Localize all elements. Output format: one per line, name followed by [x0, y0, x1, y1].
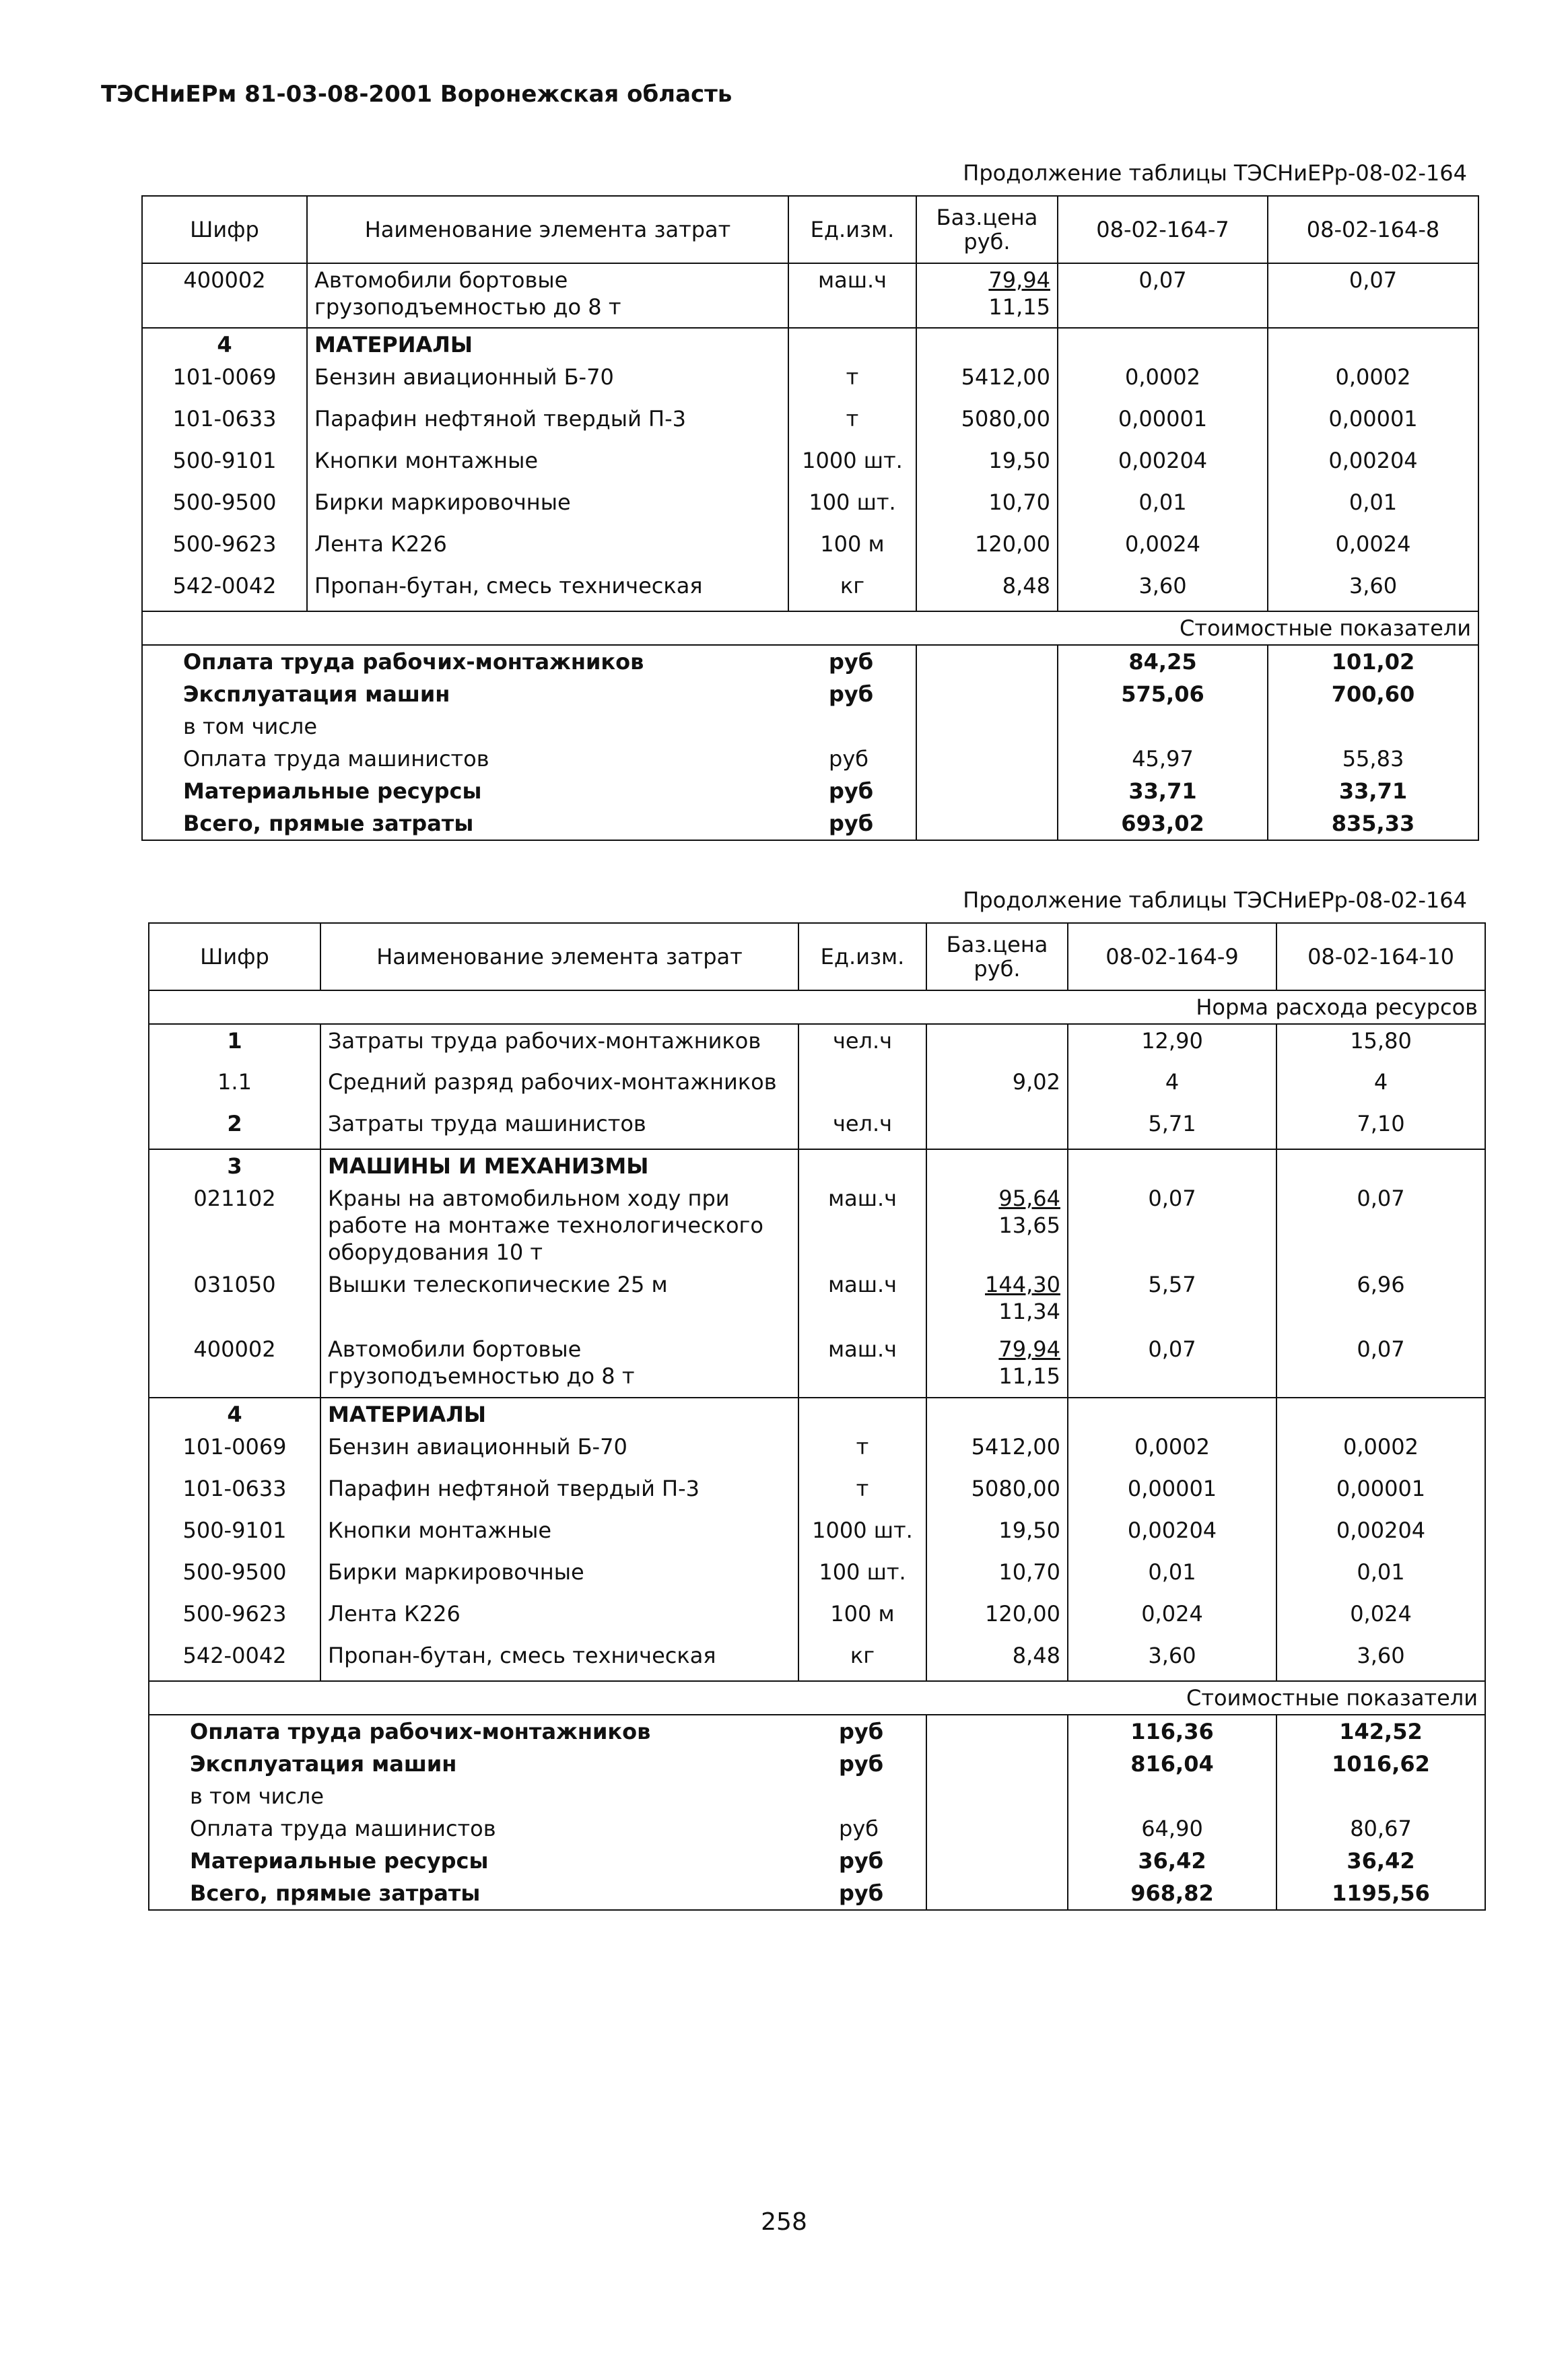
total-value-a: 968,82 [1068, 1877, 1276, 1910]
col-unit-header: Ед.изм. [798, 923, 926, 990]
total-row [149, 1715, 1485, 1748]
col-unit-header: Ед.изм. [788, 196, 916, 263]
material-row [142, 570, 1478, 611]
total-row [149, 1877, 1485, 1910]
unit-cell: кг [798, 1639, 926, 1681]
total-unit: руб [839, 1880, 884, 1906]
section-row [149, 1149, 1485, 1182]
col-b-header: 08-02-164-10 [1276, 923, 1485, 990]
machine-row [149, 1333, 1485, 1398]
value-a-cell: 0,0002 [1058, 361, 1268, 403]
price-value: 79,94 [988, 267, 1050, 293]
total-row [149, 1845, 1485, 1877]
total-empty [916, 710, 1058, 743]
total-unit [788, 710, 916, 743]
unit-cell: маш.ч [798, 1333, 926, 1398]
price-cell: 5080,00 [916, 403, 1058, 444]
cost-band-label: Стоимостные показатели [149, 1681, 1485, 1715]
name-cell: Пропан-бутан, смесь техническая [307, 570, 788, 611]
code-cell: 500-9101 [182, 1517, 287, 1543]
total-value-b [1268, 710, 1478, 743]
total-value-a: 575,06 [1058, 678, 1268, 710]
material-row [142, 486, 1478, 528]
col-name-header: Наименование элемента затрат [320, 923, 798, 990]
table2-norm-band [149, 990, 1485, 1024]
total-unit: руб [839, 1719, 884, 1744]
price-labor-value: 11,15 [998, 1363, 1060, 1389]
price-value: 144,30 [985, 1272, 1060, 1297]
total-unit: руб [829, 811, 874, 836]
total-row [149, 1748, 1485, 1780]
total-value-b: 1195,56 [1276, 1877, 1485, 1910]
total-value-a: 36,42 [1068, 1845, 1276, 1877]
total-empty [916, 743, 1058, 775]
section-code: 4 [149, 1398, 320, 1431]
total-value-a: 45,97 [1058, 743, 1268, 775]
name-cell: Лента К226 [320, 1598, 798, 1639]
price-cell: 5080,00 [926, 1472, 1068, 1514]
value-a-cell: 0,07 [1058, 263, 1268, 328]
price-cell: 8,48 [916, 570, 1058, 611]
total-row [142, 678, 1478, 710]
name-cell: Бензин авиационный Б-70 [307, 361, 788, 403]
value-a-cell: 0,07 [1068, 1333, 1276, 1398]
unit-cell: 100 шт. [798, 1556, 926, 1598]
total-label: Всего, прямые затраты [190, 1880, 481, 1906]
code-cell: 101-0633 [172, 406, 277, 432]
price-labor-value: 13,65 [998, 1213, 1060, 1238]
unit-cell: т [788, 361, 916, 403]
total-label: Материальные ресурсы [190, 1848, 489, 1874]
price-value: 95,64 [998, 1186, 1060, 1211]
value-b-cell: 0,024 [1276, 1598, 1485, 1639]
value-b-cell: 15,80 [1276, 1024, 1485, 1066]
total-value-a: 33,71 [1058, 775, 1268, 807]
total-unit: руб [839, 1751, 884, 1777]
name-cell: Пропан-бутан, смесь техническая [320, 1639, 798, 1681]
total-unit [798, 1780, 926, 1812]
total-value-b: 1016,62 [1276, 1748, 1485, 1780]
code-cell: 542-0042 [172, 573, 277, 599]
unit-cell: т [798, 1472, 926, 1514]
total-label: Всего, прямые затраты [183, 811, 474, 836]
value-b-cell: 0,0002 [1276, 1431, 1485, 1472]
total-unit: руб [839, 1816, 879, 1841]
unit-cell: 1000 шт. [798, 1514, 926, 1556]
value-b-cell: 3,60 [1268, 570, 1478, 611]
value-b-cell: 0,00001 [1268, 403, 1478, 444]
unit-cell: кг [788, 570, 916, 611]
unit-cell: 100 м [798, 1598, 926, 1639]
value-a-cell: 0,0024 [1058, 528, 1268, 570]
unit-cell: 1000 шт. [788, 444, 916, 486]
name-cell: Бензин авиационный Б-70 [320, 1431, 798, 1472]
total-empty [916, 807, 1058, 840]
code-cell: 500-9101 [172, 448, 277, 473]
value-b-cell: 0,00204 [1276, 1514, 1485, 1556]
value-a-cell: 5,57 [1068, 1268, 1276, 1333]
code-cell: 500-9500 [182, 1559, 287, 1585]
total-unit: руб [839, 1848, 884, 1874]
total-row [142, 710, 1478, 743]
total-label: Материальные ресурсы [183, 778, 482, 804]
name-cell: Лента К226 [307, 528, 788, 570]
name-cell: Кнопки монтажные [307, 444, 788, 486]
total-value-a: 693,02 [1058, 807, 1268, 840]
unit-cell: 100 м [788, 528, 916, 570]
material-row [149, 1598, 1485, 1639]
price-cell: 5412,00 [916, 361, 1058, 403]
col-name-header: Наименование элемента затрат [307, 196, 788, 263]
material-row [142, 403, 1478, 444]
table2 [148, 922, 1486, 1911]
total-empty [926, 1845, 1068, 1877]
total-value-a: 816,04 [1068, 1748, 1276, 1780]
col-code-header: Шифр [149, 923, 320, 990]
price-cell: 19,50 [916, 444, 1058, 486]
price-cell [926, 1182, 1068, 1268]
material-row [142, 528, 1478, 570]
table1-header-row [142, 196, 1478, 263]
value-a-cell: 0,00204 [1068, 1514, 1276, 1556]
value-b-cell: 0,00204 [1268, 444, 1478, 486]
total-label: Эксплуатация машин [190, 1751, 457, 1777]
total-value-a [1058, 710, 1268, 743]
code-cell: 101-0633 [182, 1476, 287, 1501]
section-empty [1276, 1149, 1485, 1182]
section-empty [1068, 1149, 1276, 1182]
total-value-b: 101,02 [1268, 645, 1478, 678]
value-b-cell: 7,10 [1276, 1107, 1485, 1149]
value-b-cell: 3,60 [1276, 1639, 1485, 1681]
value-b-cell: 0,0002 [1268, 361, 1478, 403]
material-row [142, 444, 1478, 486]
table2-header-row [149, 923, 1485, 990]
value-b-cell: 0,00001 [1276, 1472, 1485, 1514]
section-code: 4 [142, 328, 307, 361]
price-cell [926, 1268, 1068, 1333]
unit-cell: маш.ч [788, 263, 916, 328]
price-cell: 120,00 [916, 528, 1058, 570]
unit-cell: чел.ч [798, 1107, 926, 1149]
total-unit: руб [829, 681, 874, 707]
page-header: ТЭСНиЕРм 81-03-08-2001 Воронежская область [101, 81, 732, 108]
name-cell: Автомобили бортовые грузоподъемностью до 8 т [320, 1333, 798, 1398]
total-row [142, 645, 1478, 678]
page-number: 258 [761, 2208, 807, 2236]
total-value-b: 835,33 [1268, 807, 1478, 840]
value-b-cell: 6,96 [1276, 1268, 1485, 1333]
total-value-a: 64,90 [1068, 1812, 1276, 1845]
total-empty [926, 1877, 1068, 1910]
name-cell: Бирки маркировочные [320, 1556, 798, 1598]
unit-cell: маш.ч [798, 1182, 926, 1268]
section-empty [798, 1149, 926, 1182]
name-cell: Бирки маркировочные [307, 486, 788, 528]
total-row [149, 1780, 1485, 1812]
price-cell: 19,50 [926, 1514, 1068, 1556]
value-a-cell: 0,01 [1068, 1556, 1276, 1598]
value-b-cell: 0,07 [1276, 1182, 1485, 1268]
total-label: в том числе [190, 1783, 324, 1809]
total-row [142, 807, 1478, 840]
table1-continuation-caption: Продолжение таблицы ТЭСНиЕРр-08-02-164 [963, 160, 1467, 186]
unit-cell: 100 шт. [788, 486, 916, 528]
section-empty [926, 1398, 1068, 1431]
section-empty [926, 1149, 1068, 1182]
total-empty [926, 1715, 1068, 1748]
unit-cell: чел.ч [798, 1024, 926, 1066]
norm-band-label: Норма расхода ресурсов [149, 990, 1485, 1024]
col-a-header: 08-02-164-9 [1068, 923, 1276, 990]
value-a-cell: 12,90 [1068, 1024, 1276, 1066]
total-row [142, 743, 1478, 775]
section-empty [916, 328, 1058, 361]
total-empty [916, 775, 1058, 807]
price-cell [926, 1107, 1068, 1149]
total-label: Оплата труда рабочих-монтажников [183, 649, 644, 675]
name-cell: Затраты труда машинистов [320, 1107, 798, 1149]
section-row [142, 328, 1478, 361]
code-cell: 2 [227, 1111, 242, 1136]
material-row [142, 361, 1478, 403]
code-cell: 1.1 [217, 1069, 252, 1095]
col-a-header: 08-02-164-7 [1058, 196, 1268, 263]
total-value-b: 80,67 [1276, 1812, 1485, 1845]
total-label: Оплата труда машинистов [190, 1816, 496, 1841]
total-row [149, 1812, 1485, 1845]
total-value-a: 116,36 [1068, 1715, 1276, 1748]
total-unit: руб [829, 649, 874, 675]
total-value-a: 84,25 [1058, 645, 1268, 678]
total-value-a [1068, 1780, 1276, 1812]
section-code: 3 [149, 1149, 320, 1182]
total-row [142, 775, 1478, 807]
table1-cost-band [142, 611, 1478, 645]
machine-row [149, 1182, 1485, 1268]
unit-cell [798, 1066, 926, 1107]
unit-cell: т [798, 1431, 926, 1472]
name-cell: Автомобили бортовые грузоподъемностью до 8 т [307, 263, 788, 328]
total-empty [916, 645, 1058, 678]
price-cell: 5412,00 [926, 1431, 1068, 1472]
section-empty [1268, 328, 1478, 361]
total-label: Оплата труда рабочих-монтажников [190, 1719, 651, 1744]
code-cell: 400002 [193, 1336, 276, 1362]
price-cell: 10,70 [926, 1556, 1068, 1598]
table2-cost-band [149, 1681, 1485, 1715]
col-b-header: 08-02-164-8 [1268, 196, 1478, 263]
code-cell: 500-9500 [172, 489, 277, 515]
section-empty [1276, 1398, 1485, 1431]
unit-cell: т [788, 403, 916, 444]
total-label: в том числе [183, 714, 317, 739]
price-cell [926, 1024, 1068, 1066]
code-cell: 542-0042 [182, 1643, 287, 1668]
unit-cell: маш.ч [798, 1268, 926, 1333]
price-cell [926, 1333, 1068, 1398]
value-b-cell: 0,01 [1276, 1556, 1485, 1598]
total-value-b: 700,60 [1268, 678, 1478, 710]
price-cell: 10,70 [916, 486, 1058, 528]
code-cell: 400002 [183, 267, 266, 293]
value-a-cell: 0,07 [1068, 1182, 1276, 1268]
material-row [149, 1431, 1485, 1472]
total-value-b: 142,52 [1276, 1715, 1485, 1748]
section-title: МАШИНЫ И МЕХАНИЗМЫ [320, 1149, 798, 1182]
value-a-cell: 0,00001 [1058, 403, 1268, 444]
name-cell: Средний разряд рабочих-монтажников [320, 1066, 798, 1107]
value-b-cell: 0,01 [1268, 486, 1478, 528]
value-b-cell: 0,0024 [1268, 528, 1478, 570]
machine-row [149, 1268, 1485, 1333]
section-title: МАТЕРИАЛЫ [307, 328, 788, 361]
code-cell: 500-9623 [172, 531, 277, 557]
col-price-header: Баз.цена руб. [926, 923, 1068, 990]
code-cell: 500-9623 [182, 1601, 287, 1627]
total-unit: руб [829, 778, 874, 804]
labor-row [149, 1066, 1485, 1107]
name-cell: Парафин нефтяной твердый П-3 [320, 1472, 798, 1514]
value-a-cell: 0,00001 [1068, 1472, 1276, 1514]
section-title: МАТЕРИАЛЫ [320, 1398, 798, 1431]
name-cell: Кнопки монтажные [320, 1514, 798, 1556]
total-value-b: 33,71 [1268, 775, 1478, 807]
labor-row [149, 1024, 1485, 1066]
code-cell: 031050 [193, 1272, 276, 1297]
value-a-cell: 3,60 [1068, 1639, 1276, 1681]
value-a-cell: 0,024 [1068, 1598, 1276, 1639]
total-unit: руб [829, 746, 868, 772]
total-value-b: 36,42 [1276, 1845, 1485, 1877]
table2-continuation-caption: Продолжение таблицы ТЭСНиЕРр-08-02-164 [963, 887, 1467, 913]
price-cell: 9,02 [926, 1066, 1068, 1107]
price-cell: 8,48 [926, 1639, 1068, 1681]
value-a-cell: 5,71 [1068, 1107, 1276, 1149]
value-a-cell: 3,60 [1058, 570, 1268, 611]
machine-row [142, 263, 1478, 328]
col-price-header: Баз.цена руб. [916, 196, 1058, 263]
name-cell: Вышки телескопические 25 м [320, 1268, 798, 1333]
table1 [141, 195, 1479, 841]
section-row [149, 1398, 1485, 1431]
value-a-cell: 0,01 [1058, 486, 1268, 528]
material-row [149, 1472, 1485, 1514]
section-empty [798, 1398, 926, 1431]
price-labor-value: 11,34 [998, 1299, 1060, 1324]
section-empty [788, 328, 916, 361]
value-a-cell: 0,00204 [1058, 444, 1268, 486]
code-cell: 021102 [193, 1186, 276, 1211]
value-b-cell: 0,07 [1276, 1333, 1485, 1398]
value-b-cell: 4 [1276, 1066, 1485, 1107]
total-empty [926, 1780, 1068, 1812]
material-row [149, 1639, 1485, 1681]
labor-row [149, 1107, 1485, 1149]
code-cell: 1 [227, 1028, 242, 1054]
price-cell [916, 263, 1058, 328]
code-cell: 101-0069 [172, 364, 277, 390]
price-value: 79,94 [998, 1336, 1060, 1362]
name-cell: Краны на автомобильном ходу при работе на монтаже технологического оборудования 10 т [320, 1182, 798, 1268]
total-value-b [1276, 1780, 1485, 1812]
name-cell: Затраты труда рабочих-монтажников [320, 1024, 798, 1066]
name-cell: Парафин нефтяной твердый П-3 [307, 403, 788, 444]
total-empty [926, 1812, 1068, 1845]
total-label: Оплата труда машинистов [183, 746, 489, 772]
material-row [149, 1556, 1485, 1598]
value-a-cell: 4 [1068, 1066, 1276, 1107]
section-empty [1068, 1398, 1276, 1431]
total-label: Эксплуатация машин [183, 681, 450, 707]
value-b-cell: 0,07 [1268, 263, 1478, 328]
total-empty [916, 678, 1058, 710]
section-empty [1058, 328, 1268, 361]
total-value-b: 55,83 [1268, 743, 1478, 775]
material-row [149, 1514, 1485, 1556]
value-a-cell: 0,0002 [1068, 1431, 1276, 1472]
cost-band-label: Стоимостные показатели [142, 611, 1478, 645]
price-cell: 120,00 [926, 1598, 1068, 1639]
price-labor-value: 11,15 [988, 294, 1050, 320]
total-empty [926, 1748, 1068, 1780]
col-code-header: Шифр [142, 196, 307, 263]
code-cell: 101-0069 [182, 1434, 287, 1460]
